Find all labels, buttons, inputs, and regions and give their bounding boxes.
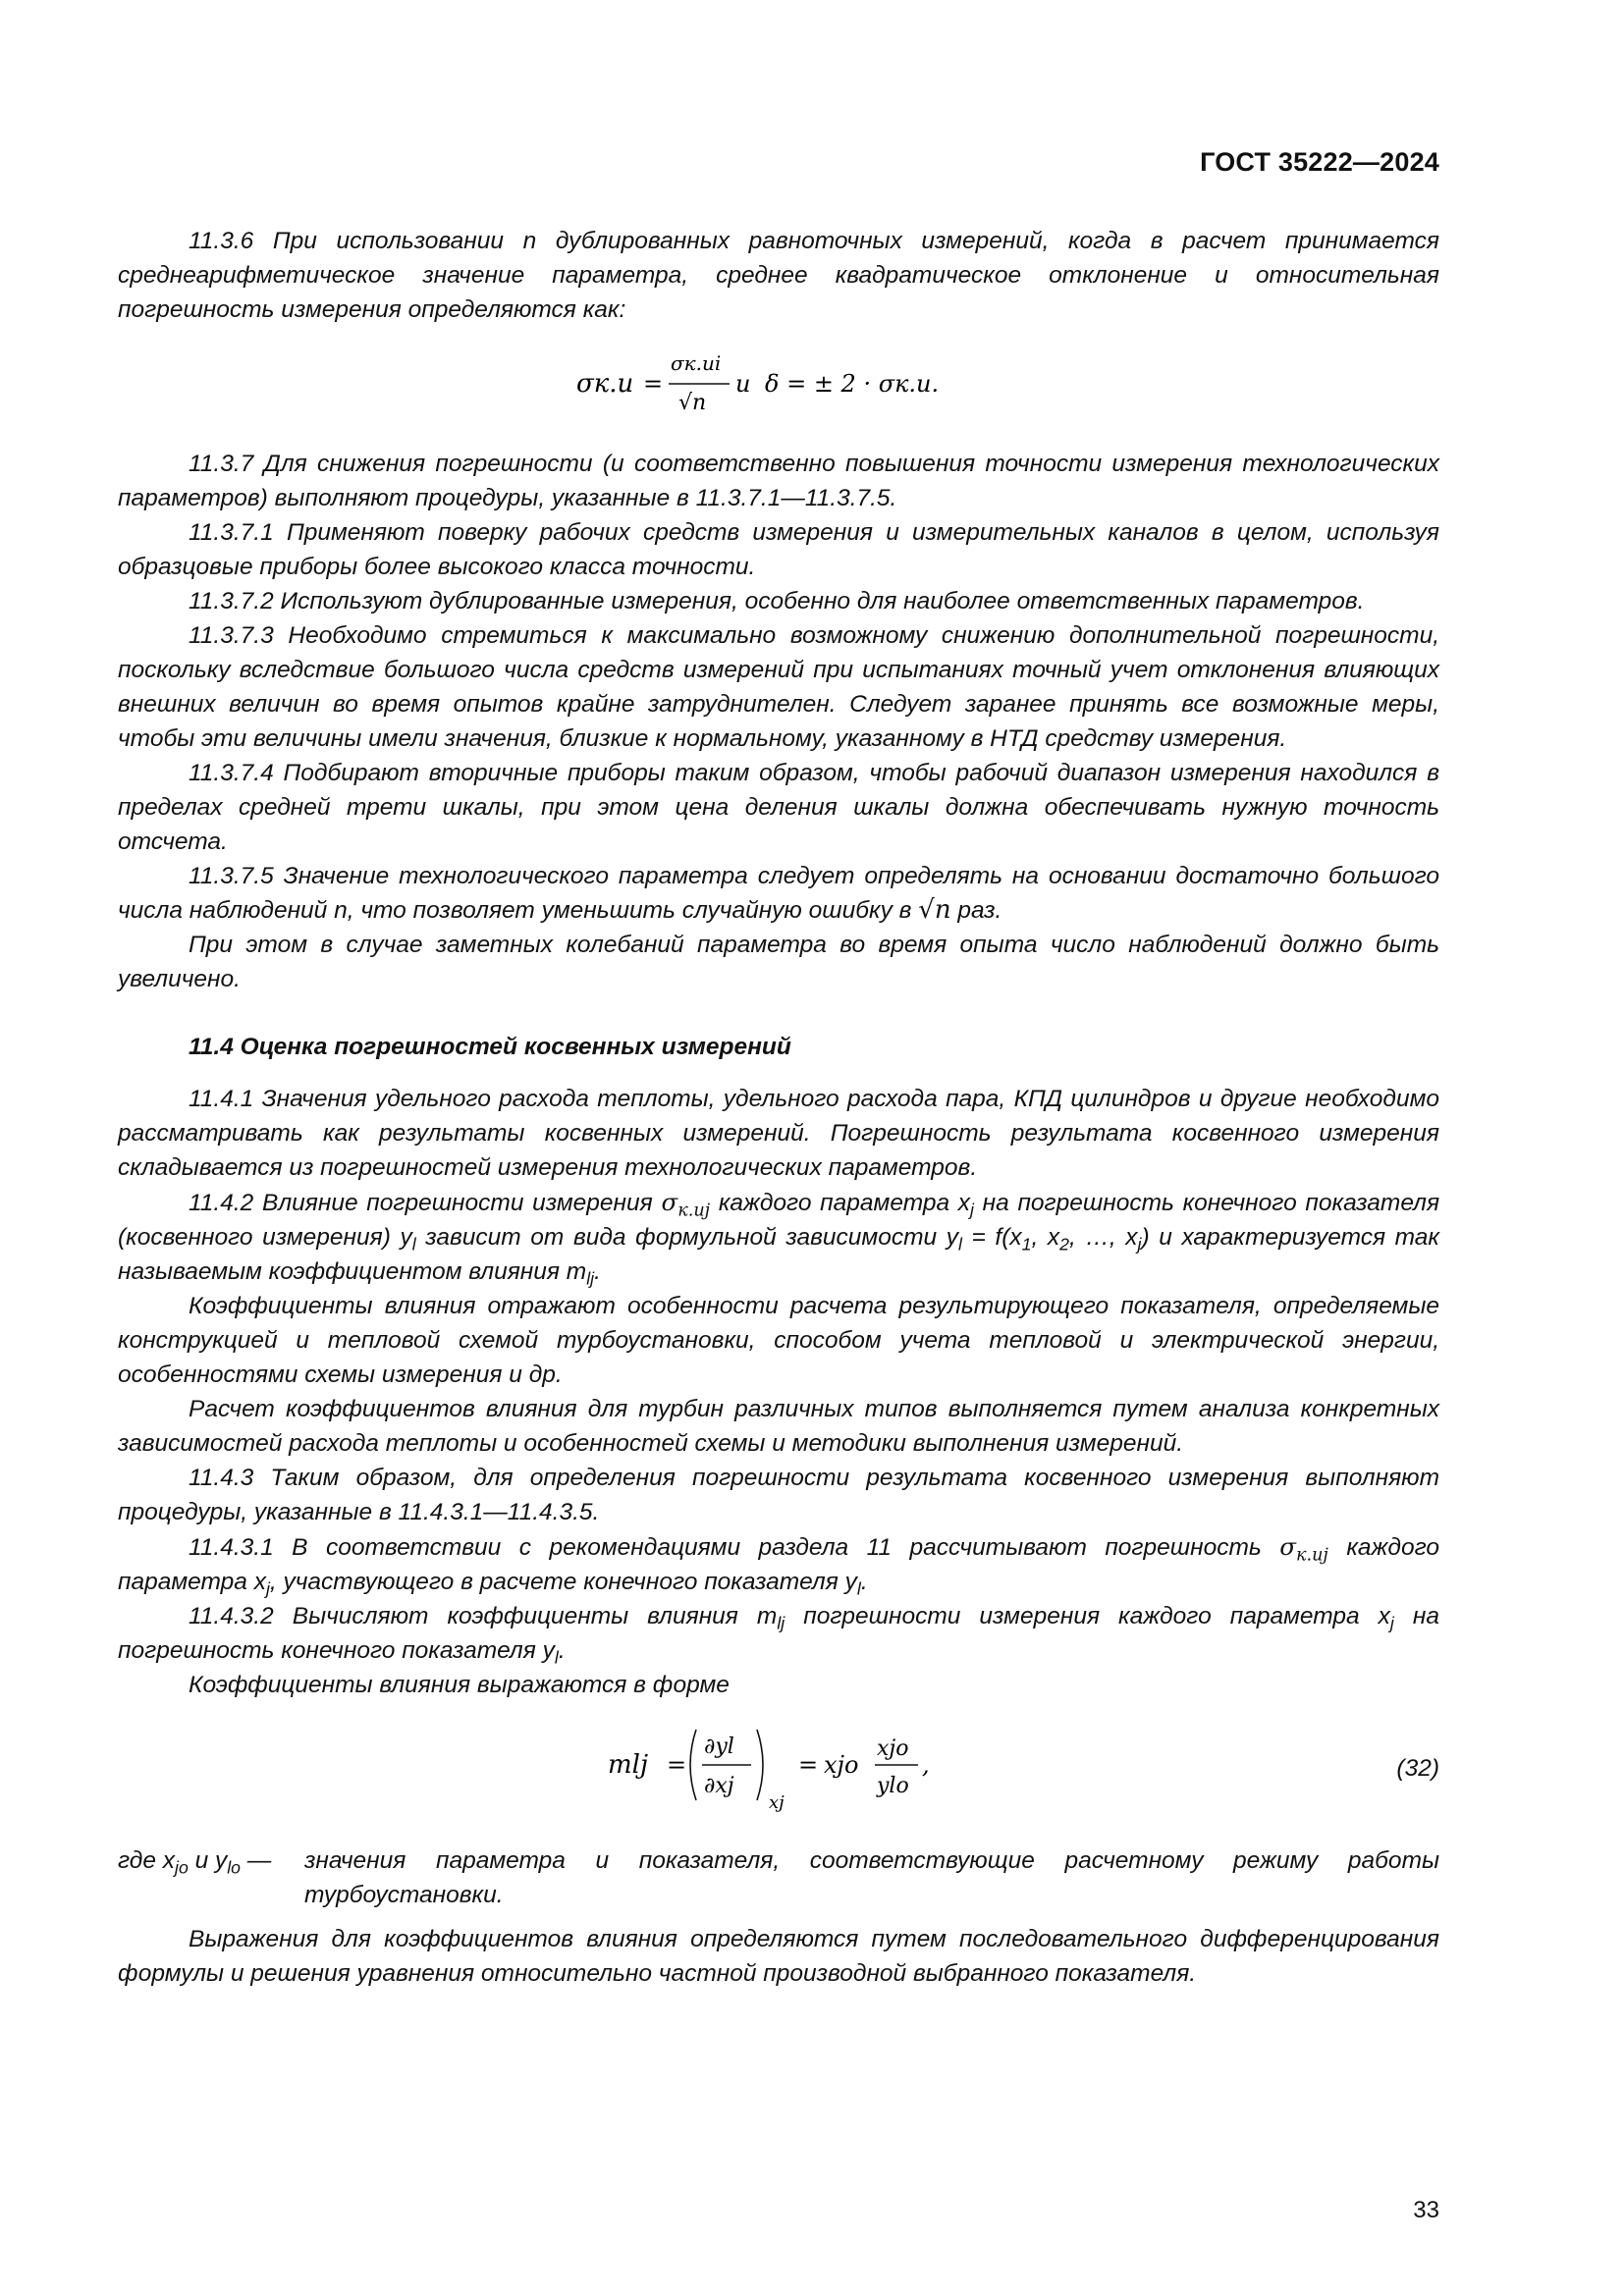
paragraph-11-3-7-5-note: При этом в случае заметных колебаний параметра во время опыта число наблюдений должно быть увеличено. [118, 932, 1439, 992]
formula-sigma [118, 341, 1439, 423]
formula-32-lhs: mlj [608, 1750, 649, 1780]
paragraph-11-3-7-1: 11.3.7.1 Применяют поверку рабочих средств измерения и измерительных каналов в целом, используя образцовые приборы более высокого класса точности. [118, 519, 1439, 580]
standard-code-header: ГОСТ 35222—2024 [1200, 147, 1439, 177]
paragraph-11-4-3-2: 11.4.3.2 Вычисляют коэффициенты влияния $m_{lj}$ погрешности измерения каждого параметра $x_j$ на погрешность конечного показателя $y_l$. [118, 1603, 1439, 1668]
formula-32 [118, 1716, 1439, 1824]
paragraph-11-3-7-3: 11.3.7.3 Необходимо стремиться к максимально возможному снижению дополнительной погрешности, поскольку вследствие большого числа средств измерений при испытаниях точный учет отклонения влияющих внешних величин во время опытов крайне затруднителен. Следует заранее принять все возможные меры, чтобы эти величины имели значения, близкие к нормальному, указанному в НТД средству измерения. [118, 622, 1439, 752]
formula-32-equals-x: xjo [824, 1751, 859, 1779]
formula-32-frac-num: xjo [877, 1736, 909, 1761]
paragraph-11-4-3: 11.4.3 Таким образом, для определения погрешности результата косвенного измерения выполняют процедуры, указанные в 11.4.3.1—11.4.3.5. [118, 1465, 1439, 1525]
formula-sigma-rhs: δ = ± 2 · σк.и. [765, 370, 940, 398]
paragraph-11-3-7-2: 11.3.7.2 Используют дублированные измерения, особенно для наиболее ответственных параметров. [189, 588, 1365, 614]
paragraph-11-4-3-1: 11.4.3.1 В соответствии с рекомендациями раздела 11 рассчитывают погрешность $\sigma_{к.uj}$ каждого параметра $x_j$, участвующего в расчете конечного показателя $y_l$. [118, 1532, 1440, 1599]
svg-text:,: , [922, 1751, 930, 1779]
formula-32-svg [602, 1716, 955, 1818]
svg-text:=: = [643, 370, 664, 398]
paragraph-11-4-2: 11.4.2 Влияние погрешности измерения $\sigma_{к.uj}$ каждого параметра $x_j$ на погрешность конечного показателя (косвенного измерения) $y_l$ зависит от вида формульной зависимости $y_l = f(x_1$, $x_2$, …, $x_j$) и характеризуется так называемым коэффициентом влияния $m_{lj}$. [118, 1188, 1440, 1289]
paragraph-11-3-7-5: 11.3.7.5 Значение технологического параметра следует определять на основании достаточно большого числа наблюдений n, что позволяет уменьшить случайную ошибку в √n раз. [118, 863, 1439, 925]
page-number: 33 [1413, 2197, 1439, 2223]
paragraph-11-4-1: 11.4.1 Значения удельного расхода теплоты, удельного расхода пара, КПД цилиндров и другие необходимо рассматривать как результаты косвенных измерений. Погрешность результата косвенного измерения складывается из погрешностей измерения технологических параметров. [118, 1086, 1439, 1181]
paragraph-final: Выражения для коэффициентов влияния определяются путем последовательного дифференцирования формулы и решения уравнения относительно частной производной выбранного показателя. [118, 1926, 1439, 1987]
formula-sigma-svg [572, 341, 985, 419]
paragraph-influence-coefficients-1: Коэффициенты влияния отражают особенности расчета результирующего показателя, определяемые конструкцией и тепловой схемой турбоустановки, способом учета тепловой и электрической энергии, особенностями схемы измерения и др. [118, 1293, 1439, 1388]
formula-32-outer-sub: xj [769, 1792, 785, 1813]
formula-sigma-connector: и [735, 370, 751, 398]
sqrt-n-symbol: √n [918, 895, 951, 925]
formula-sigma-denominator: √n [678, 391, 707, 415]
paragraph-11-3-7: 11.3.7 Для снижения погрешности (и соответственно повышения точности измерения технологических параметров) выполняют процедуры, указанные в 11.3.7.1—11.3.7.5. [118, 451, 1439, 511]
paragraph-form-intro: Коэффициенты влияния выражаются в форме [189, 1672, 730, 1698]
formula-sigma-lhs: σк.и [576, 369, 634, 399]
formula-32-partial-den: ∂xj [704, 1774, 734, 1798]
formula-32-number: (32) [1396, 1755, 1439, 1782]
svg-text:=: = [667, 1751, 687, 1779]
formula-32-partial-num: ∂yl [704, 1735, 734, 1759]
document-body [118, 224, 1439, 1991]
formula-32-frac-den: ylo [877, 1774, 909, 1798]
paragraph-11-3-6: 11.3.6 При использовании n дублированных равноточных измерений, когда в расчет принимается среднеарифметическое значение параметра, среднее квадратическое отклонение и относительная погрешность измерения определяются как: [118, 228, 1439, 323]
svg-text:=: = [798, 1751, 819, 1779]
paragraph-influence-coefficients-2: Расчет коэффициентов влияния для турбин различных типов выполняется путем анализа конкретных зависимостей расхода теплоты и особенностей схемы и методики выполнения измерений. [118, 1396, 1439, 1457]
where-clause: где $x_{jo}$ и $y_{lo}$ — значения параметра и показателя, соответствующие расчетному режиму работы турбоустановки. [118, 1847, 1439, 1908]
formula-sigma-numerator: σк.иi [671, 351, 722, 375]
section-heading-11-4: 11.4 Оценка погрешностей косвенных измерений [189, 1034, 791, 1060]
paragraph-11-3-7-4: 11.3.7.4 Подбирают вторичные приборы таким образом, чтобы рабочий диапазон измерения находился в пределах средней трети шкалы, при этом цена деления шкалы должна обеспечивать нужную точность отсчета. [118, 760, 1439, 855]
